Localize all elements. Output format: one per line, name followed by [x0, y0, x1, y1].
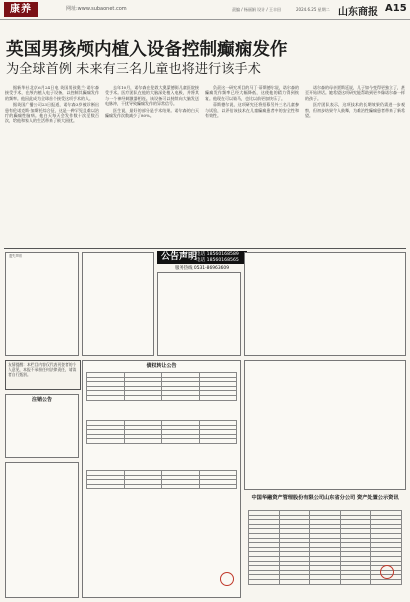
page-number: A15: [385, 3, 407, 14]
article-paragraph: 据新华社北京6月24日电 英国男孩奥兰·诺尔森接受手术，在颅内植入电子设备，以控制其癫痫发作的频率。他因此成为全球首个接受这项手术的人。: [5, 85, 99, 101]
article-headline: 英国男孩颅内植入设备控制癫痫发作: [6, 40, 288, 60]
notice-table-1: [86, 372, 237, 401]
notice-title: 注销公告: [31, 397, 52, 403]
site-url: 网址:www.subaonet.com: [66, 6, 127, 12]
contact-phone: 电话 18560168565: [196, 258, 239, 263]
ad-contacts: [196, 252, 239, 264]
article-paragraph: 医疗团队表示，这项技术的长期效果仍需进一步观察，但初步结果令人鼓舞，为难治性癫痫患者带来了新希望。: [305, 102, 405, 119]
issue-date: 2024.6.25 星期二: [296, 7, 330, 12]
paper-name: 山东商报: [338, 7, 378, 18]
alert-box: 友情提醒：本栏目内容仅代表刊登者的个人意见，本报不承担任何法律责任，请读者自行甄别。: [5, 360, 81, 390]
article-column-3: [205, 85, 299, 245]
article-column-4: [305, 85, 405, 245]
article-subheadline: 为全球首例 未来有三名儿童也将进行该手术: [6, 62, 261, 77]
bank-asset-table: [248, 510, 402, 585]
article-paragraph: 负责这一研究项目的马丁·蒂斯德尔说，诺尔森的癫痫发作频率已经大幅降低，这使他的精力得到恢复。他现在可以骑马，也比以前更加快乐了。: [205, 85, 299, 101]
notice-text: [6, 253, 78, 259]
notice-box-right-lower: [244, 360, 406, 490]
ad-hotline: 服务热线 0531-86963609: [174, 266, 230, 271]
bank-notice-title: 中国华融资产管理股份有限公司山东省分公司 资产处置公示资讯: [251, 495, 399, 501]
notice-title: 债权转让公告: [146, 363, 177, 369]
article-paragraph: 去年10月，诺尔森在伦敦大奥蒙德街儿童医院接受手术。医疗团队在他的大脑深处植入电极，并将其与一个神经刺激器相连。该设备可以持续向大脑发送电脉冲，干扰导致癫痫发作的异常信号。: [105, 85, 199, 107]
article-paragraph: 据英国广播公司23日报道，诺尔森3岁被诊断出患有伦诺克斯-加斯托综合征，这是一种罕见且难以治疗的癫痫性脑病。他白天每天会发作数十次至数百次，给他和家人的生活带来了极大困扰。: [5, 102, 99, 124]
article-column-1: [5, 85, 99, 245]
notice-box-lower-left: [5, 394, 79, 458]
article-column-2: [105, 85, 199, 245]
announcement-title-text: 公告声明: [161, 252, 198, 262]
page-header: [0, 0, 410, 20]
notice-table-2: [86, 420, 237, 444]
editor-credits: 责编 / 杨丽娟 设计 / 王丰田: [232, 7, 282, 12]
red-seal-icon: [220, 572, 234, 586]
section-divider: [4, 248, 406, 249]
notice-line: 遗失声明: [9, 254, 22, 258]
notice-box-middle: [82, 252, 154, 356]
article-paragraph: 蒂斯德尔说，这项研究还将招募另外三名儿童参与试验，以评估该技术在儿童癫痫患者中的安全性和有效性。: [205, 102, 299, 119]
red-seal-icon: [380, 565, 394, 579]
article-paragraph: 医生说，最好的部分是手术结果。诺尔森的白天癫痫发作次数减少了80%。: [105, 107, 199, 119]
notice-box-left: [5, 252, 79, 356]
article-paragraph: 诺尔森的母亲贾斯廷说，儿子如今变得更独立了，甚至开始讲话。她希望这项研究能帮助到更多像诺尔森一样的孩子。: [305, 85, 405, 101]
notice-box-bottom-left: [5, 462, 79, 598]
section-badge: 康养: [4, 2, 38, 17]
notice-box-right: [244, 252, 406, 356]
notice-box-center: [157, 272, 241, 356]
contact-phone: 电话 18560168589: [196, 252, 239, 257]
notice-table-3: [86, 470, 237, 489]
